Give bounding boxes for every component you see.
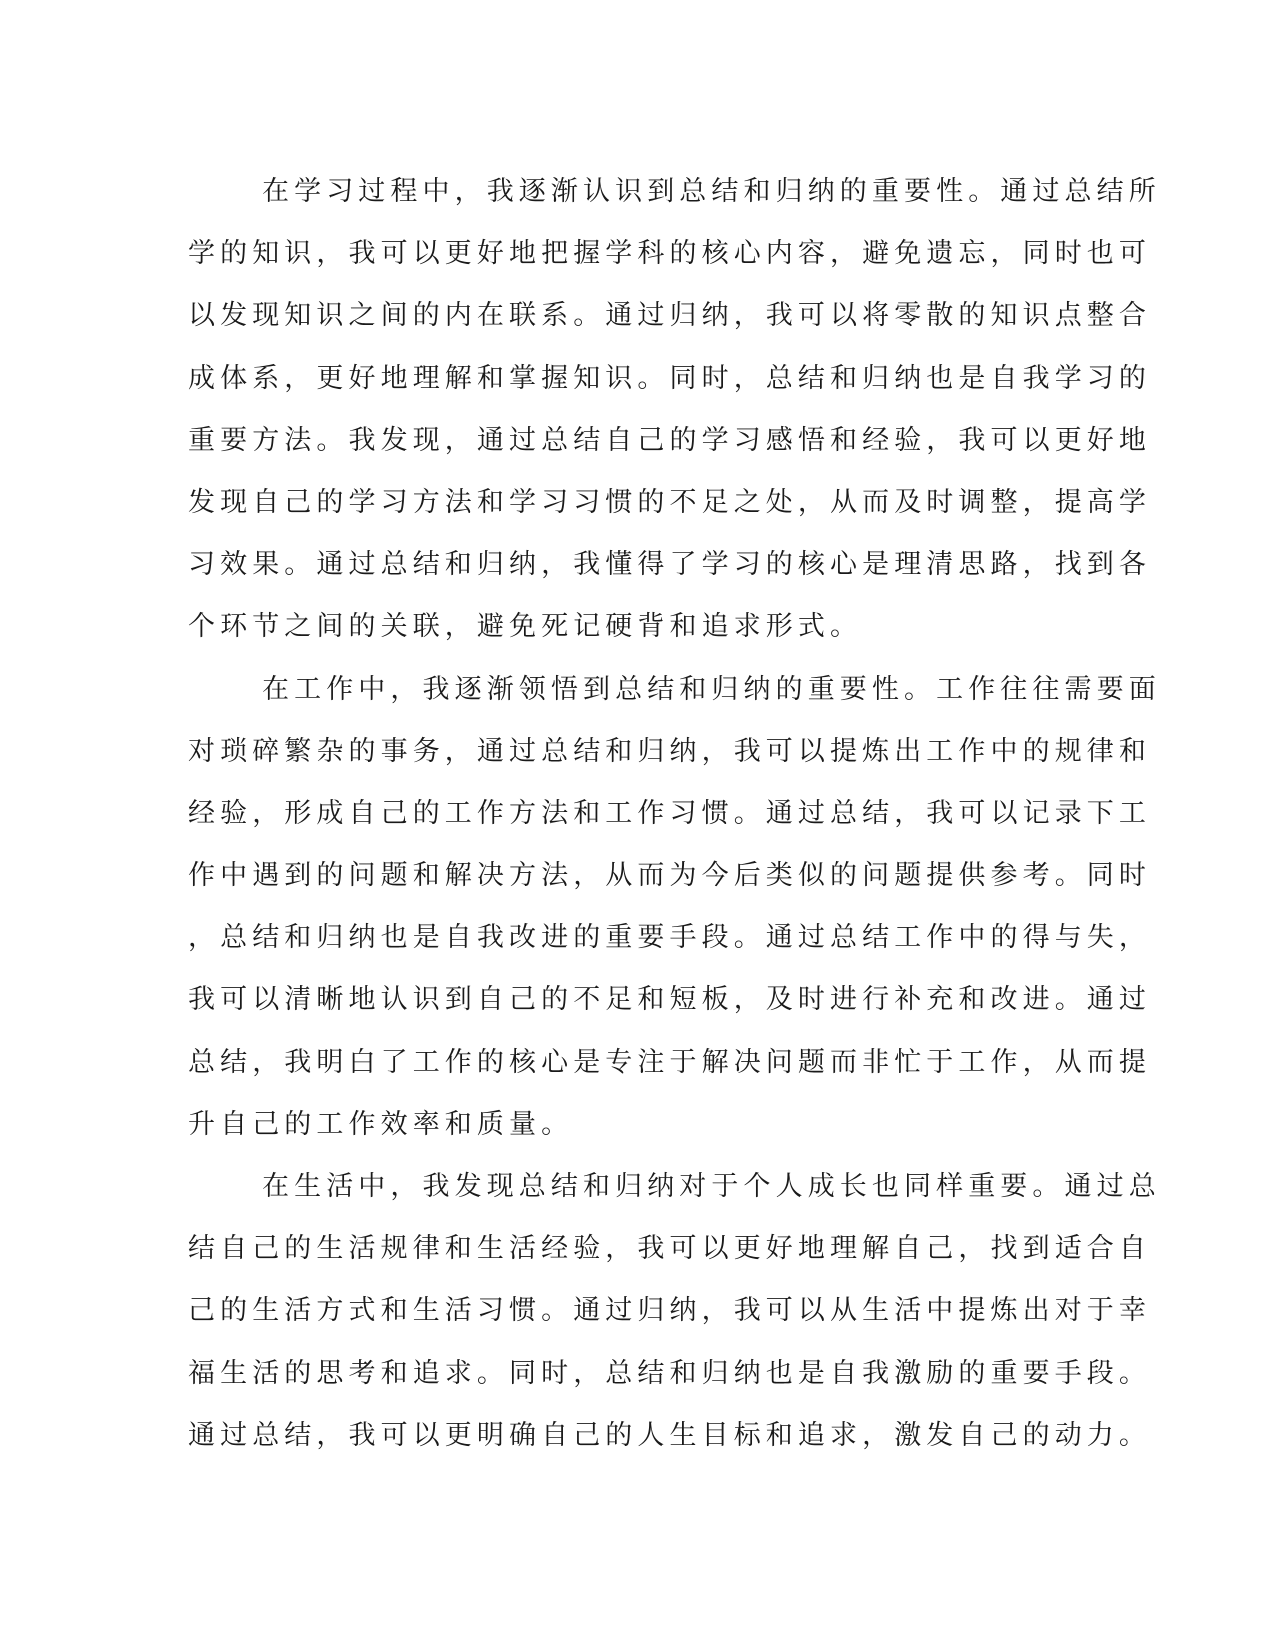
paragraph-work: [188, 659, 1161, 1157]
text-line: 发现自己的学习方法和学习习惯的不足之处，从而及时调整，提高学: [188, 486, 1151, 518]
text-line: 在学习过程中，我逐渐认识到总结和归纳的重要性。通过总结所: [262, 176, 1161, 207]
text-line: 习效果。通过总结和归纳，我懂得了学习的核心是理清思路，找到各: [188, 549, 1151, 581]
text-line: 己的生活方式和生活习惯。通过归纳，我可以从生活中提炼出对于幸: [188, 1295, 1151, 1327]
text-line: 总结，我明白了工作的核心是专注于解决问题而非忙于工作，从而提: [188, 1046, 1151, 1078]
text-line: 作中遇到的问题和解决方法，从而为今后类似的问题提供参考。同时: [188, 860, 1151, 892]
text-line: 对琐碎繁杂的事务，通过总结和归纳，我可以提炼出工作中的规律和: [188, 735, 1151, 767]
paragraph-study: [188, 161, 1161, 659]
text-line: 以发现知识之间的内在联系。通过归纳，我可以将零散的知识点整合: [188, 300, 1151, 332]
text-line: 通过总结，我可以更明确自己的人生目标和追求，激发自己的动力。: [188, 1419, 1151, 1451]
text-line: 在工作中，我逐渐领悟到总结和归纳的重要性。工作往往需要面: [262, 673, 1161, 705]
text-line: 福生活的思考和追求。同时，总结和归纳也是自我激励的重要手段。: [188, 1357, 1151, 1389]
text-line: 我可以清晰地认识到自己的不足和短板，及时进行补充和改进。通过: [188, 984, 1151, 1016]
text-line: ，总结和归纳也是自我改进的重要手段。通过总结工作中的得与失，: [188, 922, 1151, 954]
text-line: 升自己的工作效率和质量。: [188, 1108, 574, 1140]
text-line: 个环节之间的关联，避免死记硬背和追求形式。: [188, 611, 863, 643]
text-line: 经验，形成自己的工作方法和工作习惯。通过总结，我可以记录下工: [188, 797, 1151, 829]
text-line: 重要方法。我发现，通过总结自己的学习感悟和经验，我可以更好地: [188, 424, 1151, 456]
text-line: 结自己的生活规律和生活经验，我可以更好地理解自己，找到适合自: [188, 1233, 1151, 1265]
document-body: [188, 161, 1161, 1467]
text-line: 学的知识，我可以更好地把握学科的核心内容，避免遗忘，同时也可: [188, 238, 1151, 270]
paragraph-life: [188, 1156, 1161, 1467]
text-line: 成体系，更好地理解和掌握知识。同时，总结和归纳也是自我学习的: [188, 362, 1151, 394]
text-line: 在生活中，我发现总结和归纳对于个人成长也同样重要。通过总: [262, 1171, 1161, 1202]
